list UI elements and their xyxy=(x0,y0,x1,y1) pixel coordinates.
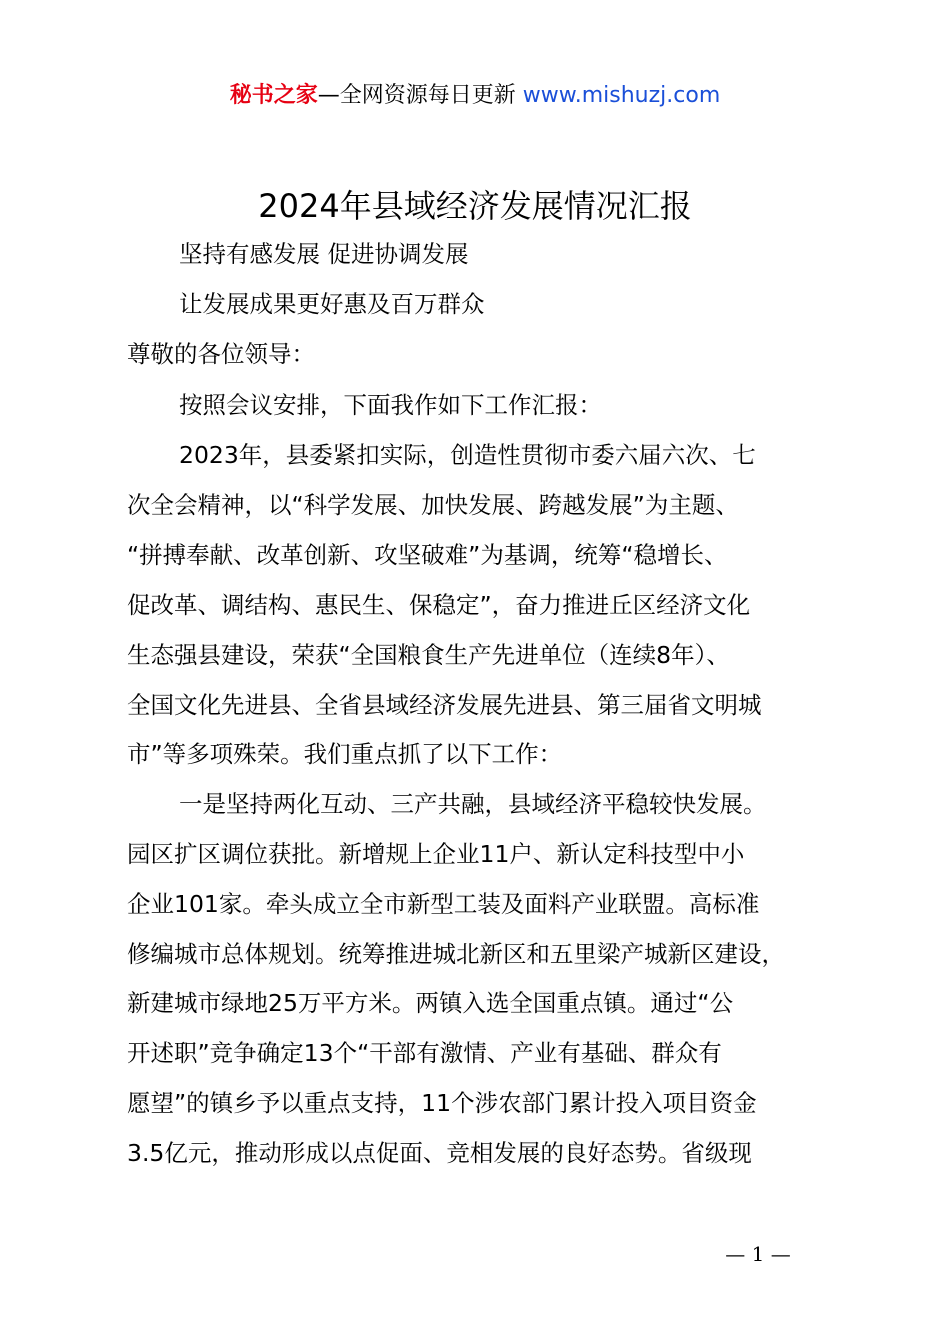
body-line: 3.5亿元，推动形成以点促面、竞相发展的良好态势。省级现 xyxy=(127,1139,752,1167)
document-title: 2024年县域经济发展情况汇报 xyxy=(258,187,692,225)
banner-url-link[interactable]: www.mishuzj.com xyxy=(522,83,721,108)
body-line: 修编城市总体规划。统筹推进城北新区和五里梁产城新区建设， xyxy=(127,940,785,968)
body-line: “拼搏奉献、改革创新、攻坚破难”为基调，统筹“稳增长、 xyxy=(127,541,728,569)
banner-tagline: —全网资源每日更新 xyxy=(317,83,523,108)
body-line: 2023年，县委紧扣实际，创造性贯彻市委六届六次、七 xyxy=(179,441,756,469)
body-line: 开述职”竞争确定13个“干部有激情、产业有基础、群众有 xyxy=(127,1039,722,1067)
body-line: 愿望”的镇乡予以重点支持，11个涉农部门累计投入项目资金 xyxy=(127,1089,757,1117)
body-line: 次全会精神，以“科学发展、加快发展、跨越发展”为主题、 xyxy=(127,491,739,519)
site-banner xyxy=(0,80,950,112)
body-line: 企业101家。牵头成立全市新型工装及面料产业联盟。高标准 xyxy=(127,890,760,918)
body-line: 市”等多项殊荣。我们重点抓了以下工作： xyxy=(127,740,563,768)
body-line: 按照会议安排，下面我作如下工作汇报： xyxy=(179,391,602,419)
body-line: 全国文化先进县、全省县域经济发展先进县、第三届省文明城 xyxy=(127,691,762,719)
page-number: — 1 — xyxy=(725,1242,791,1266)
body-line: 新建城市绿地25万平方米。两镇入选全国重点镇。通过“公 xyxy=(127,989,734,1017)
body-line: 生态强县建设，荣获“全国粮食生产先进单位（连续8年）、 xyxy=(127,641,730,669)
subtitle-line-2: 让发展成果更好惠及百万群众 xyxy=(179,290,485,318)
banner-brand: 秘书之家 xyxy=(229,83,318,108)
subtitle-line-1: 坚持有感发展 促进协调发展 xyxy=(179,240,469,268)
salutation: 尊敬的各位领导： xyxy=(127,340,315,368)
body-line: 园区扩区调位获批。新增规上企业11户、新认定科技型中小 xyxy=(127,840,745,868)
body-line: 促改革、调结构、惠民生、保稳定”，奋力推进丘区经济文化 xyxy=(127,591,751,619)
body-line: 一是坚持两化互动、三产共融，县域经济平稳较快发展。 xyxy=(179,790,767,818)
